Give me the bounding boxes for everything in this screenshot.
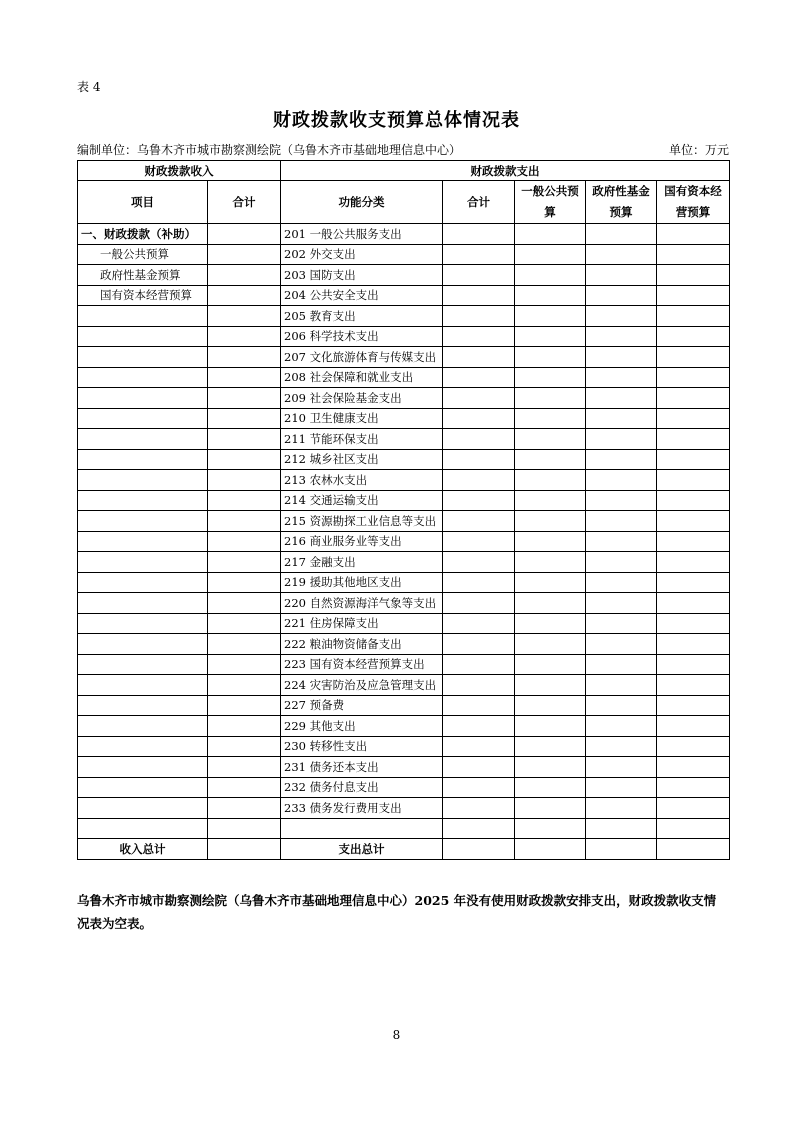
income-item-cell [78, 613, 208, 634]
header-general-budget: 一般公共预算 [515, 181, 586, 224]
table-row [78, 675, 730, 696]
table-row [78, 470, 730, 491]
table-row [78, 613, 730, 634]
amount-cell [586, 736, 657, 757]
amount-cell [586, 490, 657, 511]
income-item-cell [78, 490, 208, 511]
expense-item-cell: 214 交通运输支出 [281, 490, 443, 511]
amount-cell [657, 265, 730, 286]
amount-cell [586, 367, 657, 388]
total-amount-cell [443, 839, 515, 860]
amount-cell [443, 777, 515, 798]
explanatory-note: 乌鲁木齐市城市勘察测绘院（乌鲁木齐市基础地理信息中心）2025 年没有使用财政拨款安排支出，财政拨款收支情况表为空表。 [77, 893, 717, 931]
amount-cell [208, 777, 281, 798]
total-amount-cell [586, 839, 657, 860]
amount-cell [586, 716, 657, 737]
amount-cell [443, 367, 515, 388]
income-item-cell [78, 675, 208, 696]
amount-cell [515, 244, 586, 265]
amount-cell [208, 593, 281, 614]
amount-cell [657, 818, 730, 839]
table-row [78, 777, 730, 798]
amount-cell [515, 326, 586, 347]
expense-item-cell: 216 商业服务业等支出 [281, 531, 443, 552]
amount-cell [208, 265, 281, 286]
amount-cell [208, 511, 281, 532]
amount-cell [657, 490, 730, 511]
amount-cell [443, 798, 515, 819]
amount-cell [586, 572, 657, 593]
amount-cell [515, 634, 586, 655]
amount-cell [657, 244, 730, 265]
amount-cell [443, 716, 515, 737]
expense-item-cell: 207 文化旅游体育与传媒支出 [281, 347, 443, 368]
table-row [78, 572, 730, 593]
amount-cell [443, 818, 515, 839]
amount-cell [208, 224, 281, 245]
expense-item-cell: 230 转移性支出 [281, 736, 443, 757]
page-title: 财政拨款收支预算总体情况表 [273, 110, 520, 131]
income-item-cell [78, 429, 208, 450]
table-row [78, 367, 730, 388]
header-item: 项目 [78, 181, 208, 224]
amount-cell [657, 470, 730, 491]
header-expense-total: 合计 [443, 181, 515, 224]
table-row [78, 306, 730, 327]
header-expense-group: 财政拨款支出 [281, 161, 730, 181]
amount-cell [586, 511, 657, 532]
header-function-class: 功能分类 [281, 181, 443, 224]
amount-cell [586, 265, 657, 286]
expense-item-cell [281, 818, 443, 839]
amount-cell [443, 490, 515, 511]
amount-cell [657, 675, 730, 696]
amount-cell [208, 613, 281, 634]
table-row [78, 736, 730, 757]
table-row [78, 654, 730, 675]
expense-item-cell: 208 社会保障和就业支出 [281, 367, 443, 388]
table-row [78, 757, 730, 778]
amount-cell [586, 757, 657, 778]
amount-cell [657, 408, 730, 429]
table-row [78, 798, 730, 819]
income-item-cell [78, 736, 208, 757]
header-fund-budget: 政府性基金预算 [586, 181, 657, 224]
income-item-cell [78, 654, 208, 675]
expense-item-cell: 209 社会保险基金支出 [281, 388, 443, 409]
expense-item-cell: 215 资源勘探工业信息等支出 [281, 511, 443, 532]
table-row [78, 716, 730, 737]
income-item-cell [78, 716, 208, 737]
amount-cell [586, 552, 657, 573]
income-item-cell [78, 634, 208, 655]
amount-cell [208, 757, 281, 778]
amount-cell [657, 593, 730, 614]
expense-item-cell: 210 卫生健康支出 [281, 408, 443, 429]
amount-cell [515, 695, 586, 716]
amount-cell [515, 572, 586, 593]
amount-cell [208, 347, 281, 368]
amount-cell [515, 531, 586, 552]
expense-item-cell: 205 教育支出 [281, 306, 443, 327]
amount-cell [586, 285, 657, 306]
amount-cell [443, 757, 515, 778]
amount-cell [515, 224, 586, 245]
amount-cell [443, 695, 515, 716]
amount-cell [586, 695, 657, 716]
amount-cell [657, 224, 730, 245]
expense-item-cell: 212 城乡社区支出 [281, 449, 443, 470]
amount-cell [443, 593, 515, 614]
income-item-cell [78, 449, 208, 470]
table-row [78, 224, 730, 245]
income-total-label: 收入总计 [78, 839, 208, 860]
total-amount-cell [208, 839, 281, 860]
amount-cell [657, 531, 730, 552]
amount-cell [208, 306, 281, 327]
amount-cell [208, 490, 281, 511]
amount-cell [515, 818, 586, 839]
expense-item-cell: 219 援助其他地区支出 [281, 572, 443, 593]
income-item-cell: 政府性基金预算 [78, 265, 208, 286]
amount-cell [515, 306, 586, 327]
expense-item-cell: 213 农林水支出 [281, 470, 443, 491]
amount-cell [208, 634, 281, 655]
amount-cell [515, 757, 586, 778]
amount-cell [657, 798, 730, 819]
amount-cell [657, 613, 730, 634]
amount-cell [586, 613, 657, 634]
amount-cell [443, 470, 515, 491]
amount-cell [586, 347, 657, 368]
income-item-cell [78, 818, 208, 839]
table-row [78, 326, 730, 347]
amount-cell [208, 408, 281, 429]
amount-cell [208, 736, 281, 757]
amount-cell [586, 675, 657, 696]
amount-cell [586, 408, 657, 429]
amount-cell [657, 285, 730, 306]
amount-cell [515, 490, 586, 511]
amount-cell [586, 470, 657, 491]
amount-cell [586, 531, 657, 552]
amount-cell [657, 429, 730, 450]
amount-cell [208, 449, 281, 470]
income-item-cell [78, 347, 208, 368]
amount-cell [208, 716, 281, 737]
income-item-cell [78, 511, 208, 532]
amount-cell [586, 593, 657, 614]
amount-cell [443, 572, 515, 593]
income-item-cell: 一、财政拨款（补助） [78, 224, 208, 245]
amount-cell [443, 285, 515, 306]
amount-cell [208, 552, 281, 573]
table-row [78, 244, 730, 265]
amount-cell [515, 675, 586, 696]
income-item-cell [78, 572, 208, 593]
expense-item-cell: 222 粮油物资储备支出 [281, 634, 443, 655]
amount-cell [657, 306, 730, 327]
amount-cell [443, 552, 515, 573]
amount-cell [208, 470, 281, 491]
expense-item-cell: 201 一般公共服务支出 [281, 224, 443, 245]
income-item-cell [78, 470, 208, 491]
income-item-cell [78, 408, 208, 429]
expense-item-cell: 220 自然资源海洋气象等支出 [281, 593, 443, 614]
expense-item-cell: 223 国有资本经营预算支出 [281, 654, 443, 675]
amount-cell [208, 695, 281, 716]
table-row [78, 490, 730, 511]
amount-cell [515, 347, 586, 368]
amount-cell [515, 285, 586, 306]
amount-cell [586, 634, 657, 655]
amount-cell [586, 777, 657, 798]
table-row [78, 285, 730, 306]
amount-cell [657, 777, 730, 798]
amount-cell [657, 716, 730, 737]
amount-cell [443, 449, 515, 470]
amount-cell [657, 654, 730, 675]
amount-cell [515, 470, 586, 491]
expense-item-cell: 232 债务付息支出 [281, 777, 443, 798]
amount-cell [443, 429, 515, 450]
expense-total-label: 支出总计 [281, 839, 443, 860]
income-item-cell: 国有资本经营预算 [78, 285, 208, 306]
amount-cell [208, 798, 281, 819]
amount-cell [586, 326, 657, 347]
amount-cell [657, 326, 730, 347]
expense-item-cell: 202 外交支出 [281, 244, 443, 265]
amount-cell [657, 757, 730, 778]
income-item-cell [78, 552, 208, 573]
table-row [78, 818, 730, 839]
amount-cell [443, 326, 515, 347]
amount-cell [586, 224, 657, 245]
amount-cell [586, 818, 657, 839]
amount-cell [515, 654, 586, 675]
amount-cell [443, 736, 515, 757]
income-item-cell [78, 757, 208, 778]
header-state-capital: 国有资本经营预算 [657, 181, 730, 224]
expense-item-cell: 203 国防支出 [281, 265, 443, 286]
amount-cell [515, 613, 586, 634]
amount-cell [208, 654, 281, 675]
amount-cell [443, 613, 515, 634]
amount-cell [586, 388, 657, 409]
amount-cell [443, 224, 515, 245]
amount-cell [208, 818, 281, 839]
expense-item-cell: 221 住房保障支出 [281, 613, 443, 634]
amount-cell [208, 429, 281, 450]
amount-cell [443, 654, 515, 675]
amount-cell [443, 244, 515, 265]
table-row [78, 511, 730, 532]
amount-cell [586, 654, 657, 675]
total-amount-cell [515, 839, 586, 860]
amount-cell [586, 798, 657, 819]
amount-cell [208, 244, 281, 265]
amount-cell [657, 634, 730, 655]
amount-cell [586, 429, 657, 450]
amount-cell [208, 285, 281, 306]
amount-cell [515, 388, 586, 409]
income-item-cell [78, 695, 208, 716]
amount-cell [657, 367, 730, 388]
table-number-label: 表 4 [77, 80, 101, 94]
amount-cell [443, 347, 515, 368]
income-item-cell [78, 367, 208, 388]
amount-cell [515, 511, 586, 532]
amount-cell [586, 449, 657, 470]
table-row [78, 388, 730, 409]
amount-cell [443, 265, 515, 286]
compiling-unit: 编制单位：乌鲁木齐市城市勘察测绘院（乌鲁木齐市基础地理信息中心） [77, 143, 462, 157]
table-row [78, 593, 730, 614]
amount-cell [657, 552, 730, 573]
amount-cell [515, 552, 586, 573]
income-item-cell [78, 531, 208, 552]
income-item-cell [78, 388, 208, 409]
table-row [78, 408, 730, 429]
amount-cell [657, 695, 730, 716]
table-row [78, 552, 730, 573]
amount-cell [515, 449, 586, 470]
amount-cell [443, 511, 515, 532]
table-row [78, 347, 730, 368]
amount-cell [443, 388, 515, 409]
amount-cell [657, 736, 730, 757]
budget-table [77, 160, 730, 860]
expense-item-cell: 231 债务还本支出 [281, 757, 443, 778]
table-row [78, 695, 730, 716]
header-column-row [78, 181, 730, 224]
table-row [78, 531, 730, 552]
total-amount-cell [657, 839, 730, 860]
amount-cell [443, 531, 515, 552]
table-row [78, 449, 730, 470]
amount-cell [208, 572, 281, 593]
amount-cell [657, 388, 730, 409]
amount-cell [657, 347, 730, 368]
amount-cell [515, 265, 586, 286]
amount-cell [586, 244, 657, 265]
unit-info-line [77, 141, 729, 158]
amount-cell [586, 306, 657, 327]
amount-cell [515, 716, 586, 737]
amount-cell [657, 572, 730, 593]
amount-cell [515, 736, 586, 757]
header-group-row [78, 161, 730, 181]
amount-cell [515, 367, 586, 388]
table-row [78, 634, 730, 655]
expense-item-cell: 229 其他支出 [281, 716, 443, 737]
amount-cell [208, 367, 281, 388]
table-row [78, 265, 730, 286]
income-item-cell [78, 593, 208, 614]
amount-cell [515, 798, 586, 819]
expense-item-cell: 224 灾害防治及应急管理支出 [281, 675, 443, 696]
amount-cell [515, 777, 586, 798]
income-item-cell [78, 777, 208, 798]
expense-item-cell: 227 预备费 [281, 695, 443, 716]
table-row [78, 429, 730, 450]
amount-cell [443, 306, 515, 327]
expense-item-cell: 211 节能环保支出 [281, 429, 443, 450]
expense-item-cell: 217 金融支出 [281, 552, 443, 573]
amount-cell [443, 408, 515, 429]
page-number: 8 [392, 1028, 401, 1042]
income-item-cell [78, 326, 208, 347]
amount-cell [443, 675, 515, 696]
amount-cell [515, 408, 586, 429]
income-item-cell: 一般公共预算 [78, 244, 208, 265]
amount-cell [515, 593, 586, 614]
income-item-cell [78, 306, 208, 327]
amount-cell [208, 326, 281, 347]
expense-item-cell: 204 公共安全支出 [281, 285, 443, 306]
amount-cell [657, 449, 730, 470]
amount-cell [443, 634, 515, 655]
income-item-cell [78, 798, 208, 819]
amount-cell [657, 511, 730, 532]
expense-item-cell: 233 债务发行费用支出 [281, 798, 443, 819]
header-income-group: 财政拨款收入 [78, 161, 281, 181]
amount-cell [208, 388, 281, 409]
expense-item-cell: 206 科学技术支出 [281, 326, 443, 347]
header-income-total: 合计 [208, 181, 281, 224]
amount-cell [515, 429, 586, 450]
amount-cell [208, 675, 281, 696]
amount-cell [208, 531, 281, 552]
currency-unit: 单位：万元 [668, 143, 729, 157]
totals-row [78, 839, 730, 860]
